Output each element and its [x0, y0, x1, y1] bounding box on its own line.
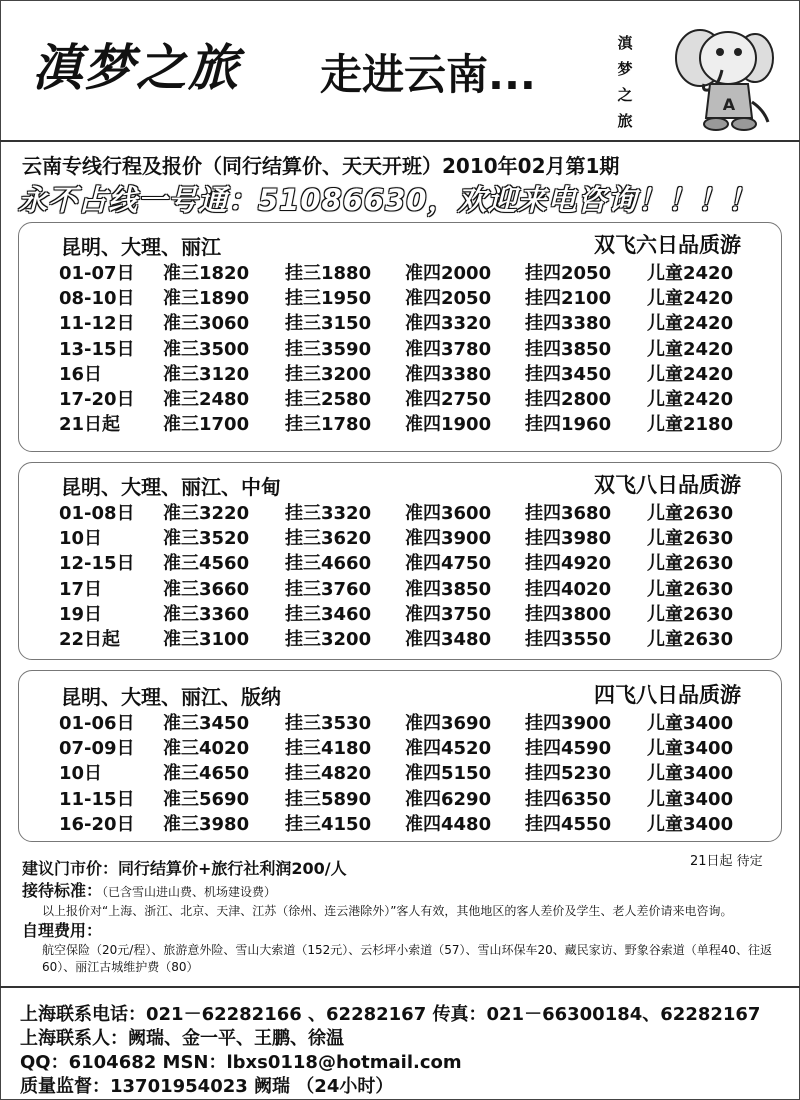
price-cell: 挂四2050 — [525, 263, 612, 284]
price-cell: 准三4650 — [163, 763, 250, 785]
date-cell: 07-09日 — [59, 738, 135, 760]
brand-title: 滇梦之旅 — [32, 38, 240, 97]
price-cell: 挂四4020 — [525, 578, 612, 600]
route-title: 昆明、大理、丽江、中甸 — [61, 475, 281, 499]
self-pay-title: 自理费用： — [22, 921, 103, 940]
tour-header — [19, 671, 781, 707]
price-cell: 准四3780 — [405, 338, 492, 360]
price-row — [19, 408, 781, 436]
price-cell: 挂四4590 — [525, 738, 612, 760]
price-cell: 挂三3200 — [285, 628, 372, 650]
price-row — [19, 707, 781, 732]
date-cell: 11-15日 — [59, 788, 135, 810]
price-cell: 儿童3400 — [647, 713, 734, 734]
price-cell: 准四5150 — [405, 763, 492, 785]
price-cell: 儿童2630 — [647, 603, 734, 625]
price-cell: 挂三4660 — [285, 553, 372, 575]
price-cell: 挂四6350 — [525, 788, 612, 810]
price-cell: 挂三3530 — [285, 713, 372, 734]
price-cell: 儿童2630 — [647, 553, 734, 575]
price-cell: 挂四3850 — [525, 338, 612, 360]
date-cell: 19日 — [59, 603, 103, 625]
tour-type: 双飞八日品质游 — [594, 473, 741, 497]
price-row — [19, 757, 781, 785]
price-cell: 儿童2420 — [647, 338, 734, 360]
price-cell: 准三3520 — [163, 528, 250, 550]
date-cell: 17日 — [59, 578, 103, 600]
price-cell: 准三4560 — [163, 553, 250, 575]
price-cell: 儿童2420 — [647, 263, 734, 284]
price-row — [19, 808, 781, 833]
price-cell: 准三1820 — [163, 263, 250, 284]
price-cell: 准三3980 — [163, 813, 250, 835]
price-cell: 挂四3980 — [525, 528, 612, 550]
date-cell: 01-06日 — [59, 713, 135, 734]
date-cell: 01-07日 — [59, 263, 135, 284]
price-row — [19, 257, 781, 282]
tour-type: 双飞六日品质游 — [594, 233, 741, 257]
price-cell: 准四2000 — [405, 263, 492, 284]
date-cell: 21日起 — [59, 414, 121, 436]
price-cell: 挂四3550 — [525, 628, 612, 650]
price-row — [19, 307, 781, 335]
price-cell: 准四6290 — [405, 788, 492, 810]
price-cell: 儿童3400 — [647, 738, 734, 760]
date-cell: 10日 — [59, 528, 103, 550]
price-row — [19, 358, 781, 383]
price-cell: 准四3900 — [405, 528, 492, 550]
vertical-char: 旅 — [617, 112, 633, 130]
price-cell: 挂三2580 — [285, 388, 372, 410]
price-cell: 准四4480 — [405, 813, 492, 835]
price-row — [19, 598, 781, 623]
vertical-char: 梦 — [617, 60, 633, 78]
price-cell: 准四3480 — [405, 628, 492, 650]
price-row — [19, 623, 781, 648]
price-cell: 挂四3900 — [525, 713, 612, 734]
slogan: 走进云南... — [320, 50, 536, 99]
price-row — [19, 783, 781, 808]
price-cell: 准四2750 — [405, 388, 492, 410]
date-cell: 13-15日 — [59, 338, 135, 360]
tour-box-8day-banna — [18, 670, 782, 842]
price-cell: 挂三3760 — [285, 578, 372, 600]
price-cell: 准三3360 — [163, 603, 250, 625]
vertical-char: 滇 — [617, 34, 633, 52]
price-cell: 准三5690 — [163, 788, 250, 810]
price-cell: 儿童2630 — [647, 528, 734, 550]
price-cell: 准四3380 — [405, 363, 492, 385]
price-cell: 挂三1880 — [285, 263, 372, 284]
price-cell: 儿童2420 — [647, 288, 734, 310]
route-title: 昆明、大理、丽江、版纳 — [61, 685, 281, 709]
header — [0, 0, 800, 142]
price-row — [19, 522, 781, 550]
price-cell: 挂四5230 — [525, 763, 612, 785]
date-cell: 08-10日 — [59, 288, 135, 310]
price-cell: 挂四2800 — [525, 388, 612, 410]
price-cell: 准四2050 — [405, 288, 492, 310]
date-cell: 22日起 — [59, 628, 121, 650]
price-cell: 准四4750 — [405, 553, 492, 575]
standard-text: 以上报价对“上海、浙江、北京、天津、江苏（徐州、连云港除外）”客人有效，其他地区的客人差价及学生、老人差价请来电咨询。 — [42, 904, 733, 918]
price-row — [19, 497, 781, 522]
contact-section — [0, 986, 800, 1097]
price-cell: 儿童2630 — [647, 628, 734, 650]
date-cell: 12-15日 — [59, 553, 135, 575]
price-cell: 准三3060 — [163, 313, 250, 335]
price-cell: 准四4520 — [405, 738, 492, 760]
price-cell: 儿童3400 — [647, 813, 734, 835]
retail-price-note: 建议门市价：同行结算价+旅行社利润200/人 — [22, 859, 347, 878]
svg-text:A: A — [722, 95, 736, 114]
price-cell: 准三1700 — [163, 414, 250, 436]
price-cell: 儿童3400 — [647, 788, 734, 810]
price-cell: 准四3600 — [405, 503, 492, 524]
price-cell: 挂三4150 — [285, 813, 372, 835]
price-cell: 挂三3320 — [285, 503, 372, 524]
price-cell: 准四1900 — [405, 414, 492, 436]
price-cell: 挂三1780 — [285, 414, 372, 436]
price-cell: 儿童2630 — [647, 578, 734, 600]
date-cell: 16日 — [59, 363, 103, 385]
price-cell: 儿童2630 — [647, 503, 734, 524]
route-title: 昆明、大理、丽江 — [61, 235, 221, 259]
price-cell: 准三3500 — [163, 338, 250, 360]
price-cell: 挂三3150 — [285, 313, 372, 335]
price-cell: 挂三3460 — [285, 603, 372, 625]
date-cell: 01-08日 — [59, 503, 135, 524]
price-row — [19, 732, 781, 760]
price-cell: 挂四3680 — [525, 503, 612, 524]
price-cell: 准三1890 — [163, 288, 250, 310]
price-cell: 挂三5890 — [285, 788, 372, 810]
date-cell: 11-12日 — [59, 313, 135, 335]
price-cell: 准三3450 — [163, 713, 250, 734]
price-cell: 挂三4180 — [285, 738, 372, 760]
price-cell: 儿童2420 — [647, 388, 734, 410]
price-cell: 挂四3800 — [525, 603, 612, 625]
price-row — [19, 383, 781, 408]
price-row — [19, 573, 781, 598]
reception-standard — [22, 880, 782, 903]
date-cell: 17-20日 — [59, 388, 135, 410]
price-cell: 儿童2420 — [647, 363, 734, 385]
tour-header — [19, 463, 781, 497]
price-cell: 儿童3400 — [647, 763, 734, 785]
vertical-char: 之 — [617, 86, 633, 104]
price-cell: 准三4020 — [163, 738, 250, 760]
price-row — [19, 282, 781, 310]
price-cell: 准三3100 — [163, 628, 250, 650]
vertical-brand — [614, 30, 636, 134]
contact-persons: 上海联系人：阙瑞、金一平、王鹏、徐温 — [20, 1028, 344, 1049]
self-pay-text: 航空保险（20元/程）、旅游意外险、雪山大索道（152元）、云杉坪小索道（57）、雪山环保车20、藏民家访、野象谷索道（单程40、往返60）、丽江古城维护费（80） — [42, 943, 773, 974]
date-cell: 10日 — [59, 763, 103, 785]
price-cell: 准三3120 — [163, 363, 250, 385]
price-cell: 准四3750 — [405, 603, 492, 625]
price-cell: 挂三1950 — [285, 288, 372, 310]
price-row — [19, 547, 781, 575]
price-cell: 准四3850 — [405, 578, 492, 600]
contact-phone: 上海联系电话：021－62282166 、62282167 传真：021－66300184、62282167 — [20, 1004, 761, 1025]
price-cell: 挂四1960 — [525, 414, 612, 436]
quality-supervision: 质量监督：13701954023 阙瑞 （24小时） — [20, 1076, 394, 1097]
price-cell: 准四3320 — [405, 313, 492, 335]
tour-box-8day-zhongdian — [18, 462, 782, 660]
tour-box-6day — [18, 222, 782, 452]
price-cell: 挂三4820 — [285, 763, 372, 785]
price-row — [19, 333, 781, 358]
date-cell: 16-20日 — [59, 813, 135, 835]
elephant-mascot-icon — [660, 18, 775, 133]
tour-type: 四飞八日品质游 — [594, 683, 741, 707]
price-cell: 儿童2180 — [647, 414, 734, 436]
contact-im: QQ：6104682 MSN：lbxs0118@hotmail.com — [20, 1052, 462, 1073]
price-cell: 挂四3450 — [525, 363, 612, 385]
price-cell: 挂四4920 — [525, 553, 612, 575]
price-cell: 挂三3620 — [285, 528, 372, 550]
price-cell: 准三3660 — [163, 578, 250, 600]
price-cell: 准四3690 — [405, 713, 492, 734]
pending-note: 21日起 待定 — [690, 854, 763, 869]
price-cell: 准三3220 — [163, 503, 250, 524]
standard-subtitle: （已含雪山进山费、机场建设费） — [102, 885, 277, 899]
price-cell: 挂三3200 — [285, 363, 372, 385]
standard-title: 接待标准： — [22, 881, 103, 900]
price-cell: 挂四4550 — [525, 813, 612, 835]
hotline-banner: 永不占线一号通：51086630，欢迎来电咨询！！！！ — [18, 183, 758, 217]
tour-header — [19, 223, 781, 257]
price-cell: 准三2480 — [163, 388, 250, 410]
notes-section — [22, 858, 782, 976]
intro-heading: 云南专线行程及报价（同行结算价、天天开班）2010年02月第1期 — [22, 154, 620, 178]
price-cell: 挂三3590 — [285, 338, 372, 360]
price-cell: 儿童2420 — [647, 313, 734, 335]
price-cell: 挂四3380 — [525, 313, 612, 335]
price-cell: 挂四2100 — [525, 288, 612, 310]
